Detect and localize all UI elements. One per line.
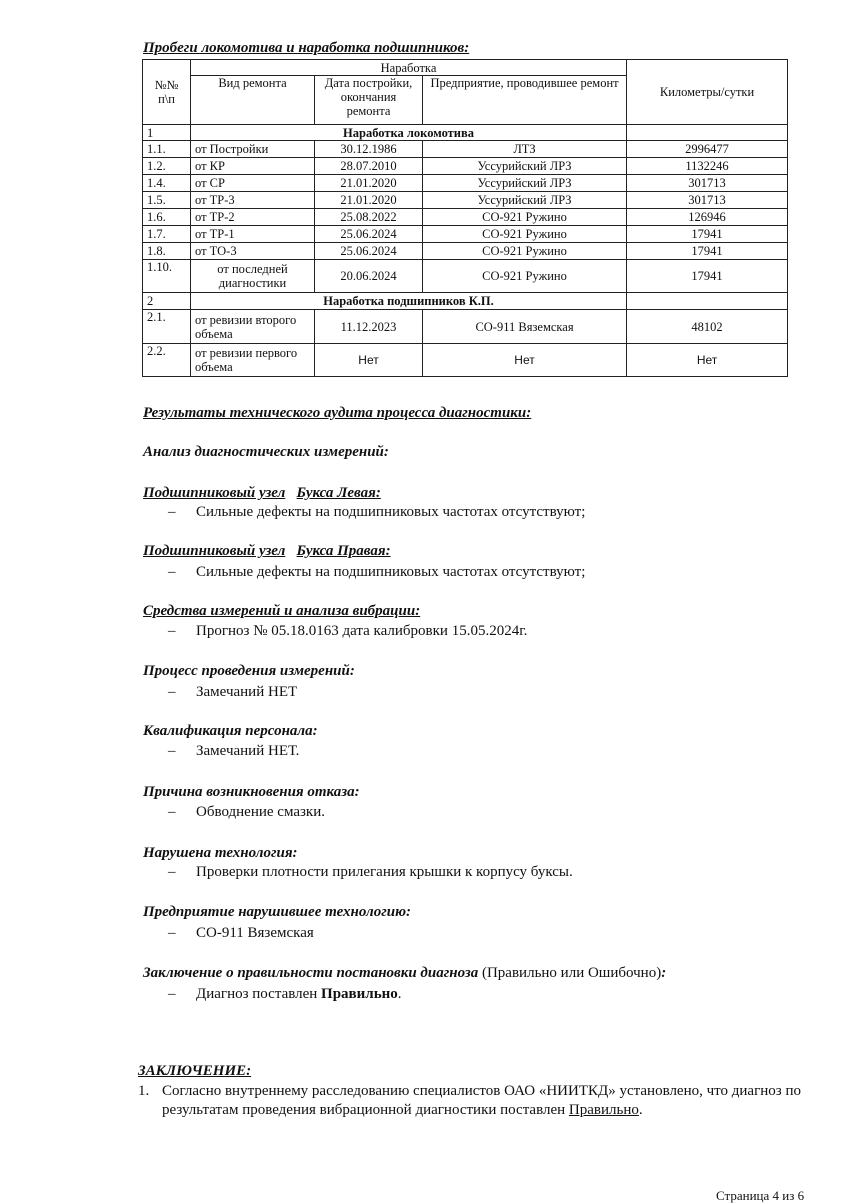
row-num: 1.5. — [143, 192, 191, 209]
personnel-title: Квалификация персонала: — [143, 723, 318, 739]
row-km: 2996477 — [627, 141, 788, 158]
header-date: Дата постройки, окончания ремонта — [315, 76, 423, 125]
row-km: 126946 — [627, 209, 788, 226]
row-km: 17941 — [627, 226, 788, 243]
bearing-right-text: Сильные дефекты на подшипниковых частотах отсутствуют; — [196, 564, 586, 580]
row-date: 20.06.2024 — [315, 260, 423, 293]
instruments-title — [143, 603, 420, 620]
violator-item — [168, 925, 314, 942]
row-type: от ТР-3 — [191, 192, 315, 209]
row-date: 25.06.2024 — [315, 226, 423, 243]
empty-cell — [627, 125, 788, 141]
bearing-left-text: Сильные дефекты на подшипниковых частотах отсутствуют; — [196, 504, 586, 520]
analysis-title: Анализ диагностических измерений: — [143, 444, 389, 460]
bearing-right-name: Букса Правая: — [296, 543, 391, 559]
row-km: 17941 — [627, 243, 788, 260]
row-enterprise: Уссурийский ЛРЗ — [423, 192, 627, 209]
personnel-item — [168, 743, 299, 760]
process-title: Процесс проведения измерений: — [143, 663, 355, 679]
diagnosis-value: Правильно — [321, 986, 398, 1002]
row-type: от СР — [191, 175, 315, 192]
bearing-left-label: Подшипниковый узел — [143, 485, 286, 501]
row-date: 25.08.2022 — [315, 209, 423, 226]
diagnosis-prefix: Диагноз поставлен — [196, 986, 318, 1002]
row-num: 1.1. — [143, 141, 191, 158]
row-type: от ТР-2 — [191, 209, 315, 226]
violator-text: СО-911 Вяземская — [196, 925, 314, 941]
row-enterprise: СО-921 Ружино — [423, 260, 627, 293]
conclusion-num: 1. — [138, 1083, 150, 1099]
conclusion-end: . — [638, 1102, 643, 1118]
instruments-item — [168, 623, 527, 640]
conclusion-paragraph — [138, 1082, 818, 1120]
dash: – — [168, 804, 176, 820]
instruments-title-text: Средства измерений и анализа вибрации: — [143, 603, 421, 619]
table-title: Пробеги локомотива и наработка подшипников: — [143, 40, 470, 56]
section-title: Наработка локомотива — [191, 125, 627, 141]
header-km: Километры/сутки — [627, 60, 788, 125]
row-num: 1.10. — [143, 260, 191, 293]
header-repair-type: Вид ремонта — [191, 76, 315, 125]
header-enterprise: Предприятие, проводившее ремонт — [423, 76, 627, 125]
audit-title: Результаты технического аудита процесса диагностики: — [143, 405, 532, 421]
row-date: 30.12.1986 — [315, 141, 423, 158]
runs-table — [142, 59, 788, 377]
row-num: 1.4. — [143, 175, 191, 192]
diagnosis-suffix: . — [397, 986, 402, 1002]
row-type: от последней диагностики — [191, 260, 315, 293]
row-type: от ТР-1 — [191, 226, 315, 243]
conclusion-title: ЗАКЛЮЧЕНИЕ: — [138, 1063, 252, 1079]
conclusion-value: Правильно — [568, 1102, 639, 1118]
dash: – — [168, 925, 176, 941]
row-num: 1.2. — [143, 158, 191, 175]
violation-text: Проверки плотности прилегания крышки к корпусу буксы. — [196, 864, 573, 880]
violation-item — [168, 864, 573, 881]
row-enterprise: Уссурийский ЛРЗ — [423, 158, 627, 175]
violator-title: Предприятие нарушившее технологию: — [143, 904, 412, 920]
row-km: Нет — [627, 344, 788, 377]
row-num: 2.1. — [143, 310, 191, 344]
row-date: 21.01.2020 — [315, 175, 423, 192]
row-enterprise: СО-921 Ружино — [423, 226, 627, 243]
row-date: 25.06.2024 — [315, 243, 423, 260]
empty-cell — [627, 293, 788, 310]
diagnosis-title-text: Заключение о правильности постановки диагноза — [143, 965, 479, 981]
bearing-left-name: Букса Левая: — [296, 485, 381, 501]
cause-title: Причина возникновения отказа: — [143, 784, 360, 800]
row-enterprise: СО-921 Ружино — [423, 243, 627, 260]
row-type: от КР — [191, 158, 315, 175]
row-km: 48102 — [627, 310, 788, 344]
row-num: 1.7. — [143, 226, 191, 243]
process-item — [168, 684, 297, 701]
row-date: Нет — [315, 344, 423, 377]
row-type: от ревизии первого объема — [191, 344, 315, 377]
bearing-left-item — [168, 504, 585, 521]
bearing-right-title — [143, 543, 391, 560]
personnel-text: Замечаний НЕТ. — [196, 743, 300, 759]
row-type: от ревизии второго объема — [191, 310, 315, 344]
dash: – — [168, 864, 176, 880]
dash: – — [168, 623, 176, 639]
row-num: 2.2. — [143, 344, 191, 377]
page-number: Страница 4 из 6 — [716, 1188, 805, 1203]
row-km: 17941 — [627, 260, 788, 293]
dash: – — [168, 504, 176, 520]
bearing-right-label: Подшипниковый узел — [143, 543, 286, 559]
diagnosis-item — [168, 986, 402, 1003]
diagnosis-colon: : — [661, 965, 667, 981]
diagnosis-note: (Правильно или Ошибочно) — [481, 965, 662, 981]
cause-item — [168, 804, 325, 821]
row-num: 1.8. — [143, 243, 191, 260]
row-date: 28.07.2010 — [315, 158, 423, 175]
dash: – — [168, 743, 176, 759]
section-title: Наработка подшипников К.П. — [191, 293, 627, 310]
section-num: 2 — [143, 293, 191, 310]
process-text: Замечаний НЕТ — [196, 684, 298, 700]
bearing-left-title — [143, 485, 381, 502]
row-type: от ТО-3 — [191, 243, 315, 260]
row-km: 1132246 — [627, 158, 788, 175]
row-enterprise: Уссурийский ЛРЗ — [423, 175, 627, 192]
diagnosis-title — [143, 965, 666, 982]
row-date: 11.12.2023 — [315, 310, 423, 344]
dash: – — [168, 684, 176, 700]
conclusion-text: Согласно внутреннему расследованию специалистов ОАО «НИИТКД» установлено, что диагноз по результатам проведения вибрационной диагностики поставлен — [162, 1083, 801, 1118]
conclusion-body — [162, 1082, 818, 1120]
bearing-right-item — [168, 564, 585, 581]
row-enterprise: СО-911 Вяземская — [423, 310, 627, 344]
row-km: 301713 — [627, 192, 788, 209]
dash: – — [168, 564, 176, 580]
row-num: 1.6. — [143, 209, 191, 226]
row-type: от Постройки — [191, 141, 315, 158]
row-km: 301713 — [627, 175, 788, 192]
header-num: №№ п\п — [143, 60, 191, 125]
dash: – — [168, 986, 176, 1002]
row-enterprise: СО-921 Ружино — [423, 209, 627, 226]
instruments-text: Прогноз № 05.18.0163 дата калибровки 15.05.2024г. — [196, 623, 528, 639]
row-date: 21.01.2020 — [315, 192, 423, 209]
cause-text: Обводнение смазки. — [196, 804, 325, 820]
section-num: 1 — [143, 125, 191, 141]
row-enterprise: Нет — [423, 344, 627, 377]
row-enterprise: ЛТЗ — [423, 141, 627, 158]
header-group: Наработка — [191, 60, 627, 76]
violation-title: Нарушена технология: — [143, 845, 298, 861]
